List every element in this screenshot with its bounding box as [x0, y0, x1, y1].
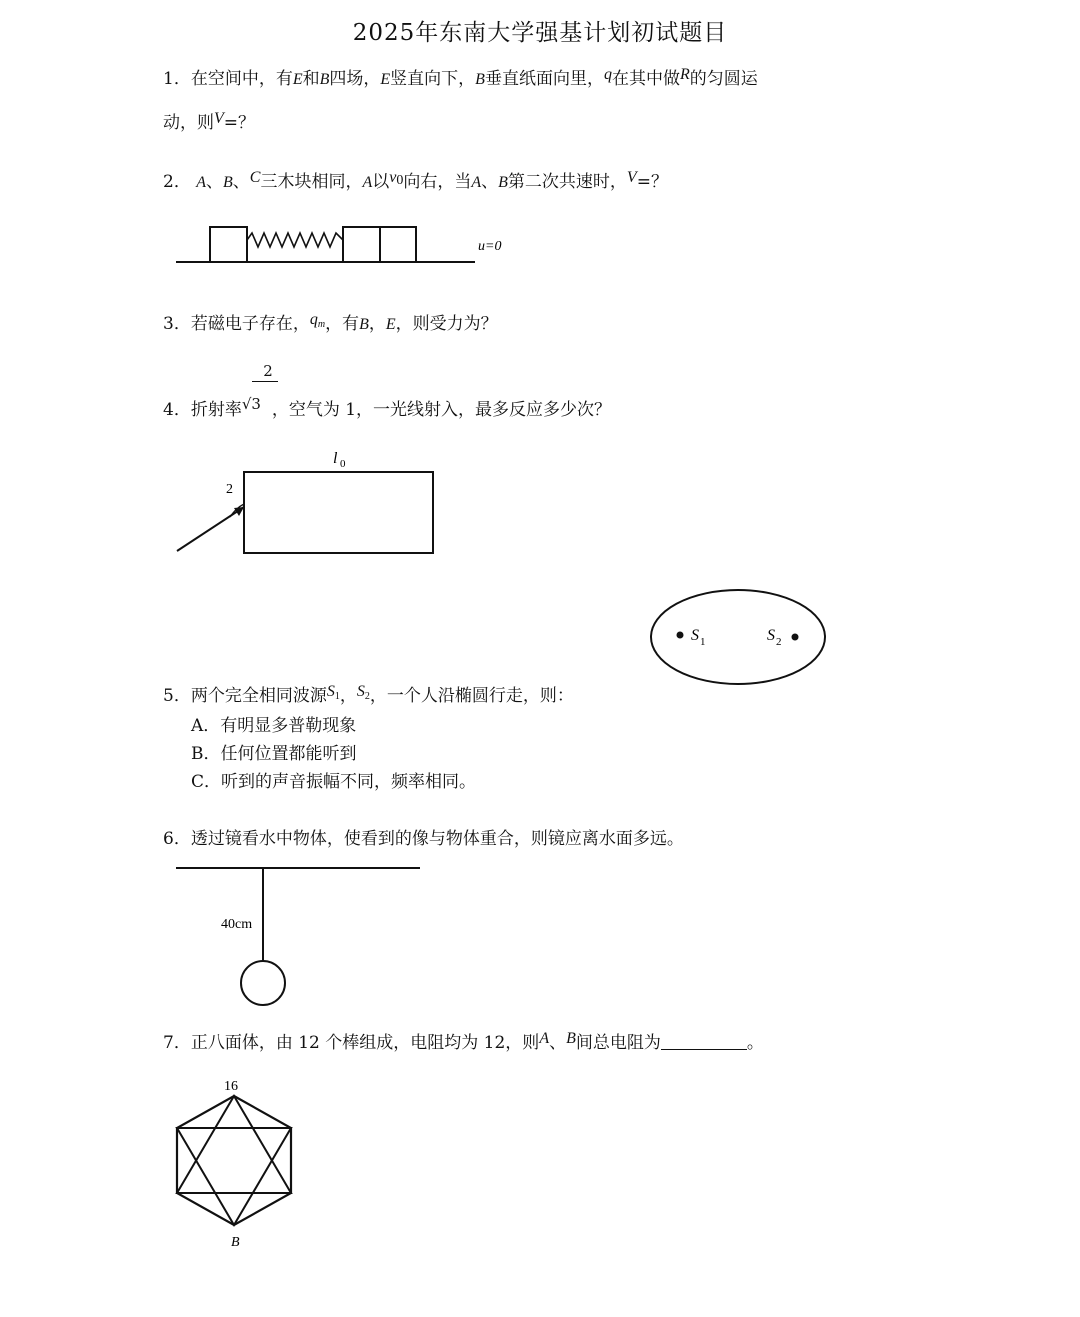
distance-label: 40cm — [221, 917, 253, 932]
q1-text: 四场， — [329, 69, 381, 89]
q2-symbol-B: B — [498, 174, 508, 191]
question-7-number: 7． — [163, 1033, 191, 1053]
q5-text: 两个完全相同波源 — [190, 686, 327, 706]
figure-label-u0: u=0 — [478, 239, 502, 254]
q2-symbol-v0-sub: 0 — [396, 173, 404, 188]
source-s1-sub: 1 — [700, 636, 706, 648]
triangle-down — [177, 1128, 291, 1225]
q2-symbol-A: A — [471, 174, 482, 191]
q2-symbol-A: A — [196, 174, 207, 191]
label-2: 2 — [226, 482, 233, 497]
q1-symbol-R: R — [679, 66, 690, 83]
q2-text: 、 — [232, 172, 250, 192]
q1-text: =？ — [223, 113, 256, 133]
q1-symbol-E: E — [380, 71, 391, 88]
source-s2-sub: 2 — [776, 636, 782, 648]
q1-text: 的匀圆运 — [689, 69, 758, 89]
question-4-number: 4． — [163, 400, 191, 420]
q7-text: 、 — [549, 1033, 567, 1053]
q3-symbol-q: q — [309, 311, 318, 328]
q3-text: ，有 — [325, 314, 360, 334]
q2-text: 以 — [372, 172, 390, 192]
q1-text: 在其中做 — [611, 69, 680, 89]
q1-text: 在空间中，有 — [190, 69, 293, 89]
q5-symbol-S1-sub: 1 — [334, 691, 340, 702]
q6-text: 透过镜看水中物体，使看到的像与物体重合，则镜应离水面多远。 — [190, 829, 684, 849]
q3-symbol-q-sub: m — [317, 319, 326, 330]
q2-text: 、 — [206, 172, 224, 192]
question-5-number: 5． — [163, 686, 191, 706]
q5-text: ，一个人沿椭圆行走，则： — [369, 686, 574, 706]
q2-text: 向右，当 — [403, 172, 472, 192]
q5-text: ， — [339, 686, 357, 706]
question-3-number: 3． — [163, 314, 191, 334]
option-a: A．有明显多普勒现象 — [191, 716, 357, 736]
label-l: l — [333, 450, 338, 467]
refractive-index-denominator: √3 — [241, 395, 261, 413]
q1-text: 动，则 — [163, 113, 214, 133]
q5-symbol-S2: S — [356, 683, 365, 700]
vertex-label-b: B — [231, 1235, 240, 1250]
q2-text: 、 — [481, 172, 499, 192]
q2-text: 三木块相同， — [260, 172, 363, 192]
refractive-index-numerator: 2 — [263, 362, 273, 380]
q2-symbol-B: B — [223, 174, 233, 191]
q1-symbol-B: B — [475, 71, 485, 88]
page-title: 2025年东南大学强基计划初试题目 — [352, 20, 728, 46]
q7-symbol-A: A — [539, 1030, 550, 1047]
q3-text: ， — [368, 314, 386, 334]
q4-text: ，空气为 1，一光线射入，最多反应多少次？ — [271, 400, 612, 420]
q1-symbol-q: q — [603, 66, 612, 83]
q2-symbol-A: A — [362, 174, 373, 191]
source-s1-label: S — [691, 627, 699, 644]
q1-symbol-E: E — [292, 71, 303, 88]
q3-symbol-E: E — [385, 316, 396, 333]
q1-text: 竖直向下， — [390, 69, 476, 89]
q5-symbol-S2-sub: 2 — [364, 691, 370, 702]
question-6-number: 6． — [163, 829, 191, 849]
q2-text: =？ — [636, 172, 668, 192]
question-2-number: 2． — [163, 172, 191, 192]
option-c: C．听到的声音振幅不同，频率相同。 — [191, 772, 477, 792]
q7-text: 间总电阻为 — [575, 1033, 661, 1053]
q7-text: 正八面体，由 12 个棒组成，电阻均为 12，则 — [190, 1033, 540, 1053]
q1-symbol-V: V — [214, 110, 224, 127]
hexagon-outline — [177, 1096, 291, 1225]
q3-text: ，则受力为？ — [395, 314, 498, 334]
q4-text: 折射率 — [190, 400, 242, 420]
question-1-number: 1． — [163, 69, 191, 89]
q7-text: 。 — [746, 1033, 764, 1053]
q2-symbol-V: V — [626, 169, 637, 186]
q7-symbol-B: B — [566, 1030, 576, 1047]
q1-text: 和 — [302, 69, 320, 89]
option-b: B．任何位置都能听到 — [191, 744, 357, 764]
triangle-up — [177, 1096, 291, 1193]
q3-symbol-B: B — [359, 316, 369, 333]
source-s2-label: S — [767, 627, 775, 644]
q2-symbol-v0: v — [389, 169, 397, 186]
q1-symbol-B: B — [319, 71, 330, 88]
vertex-label-top: 16 — [224, 1079, 238, 1094]
q1-text: 垂直纸面向里， — [484, 69, 604, 89]
q2-text: 第二次共速时， — [507, 172, 627, 192]
q3-text: 若磁电子存在， — [190, 314, 310, 334]
q2-symbol-C: C — [249, 169, 261, 186]
q5-symbol-S1: S — [326, 683, 335, 700]
label-l-sub: 0 — [340, 458, 346, 470]
